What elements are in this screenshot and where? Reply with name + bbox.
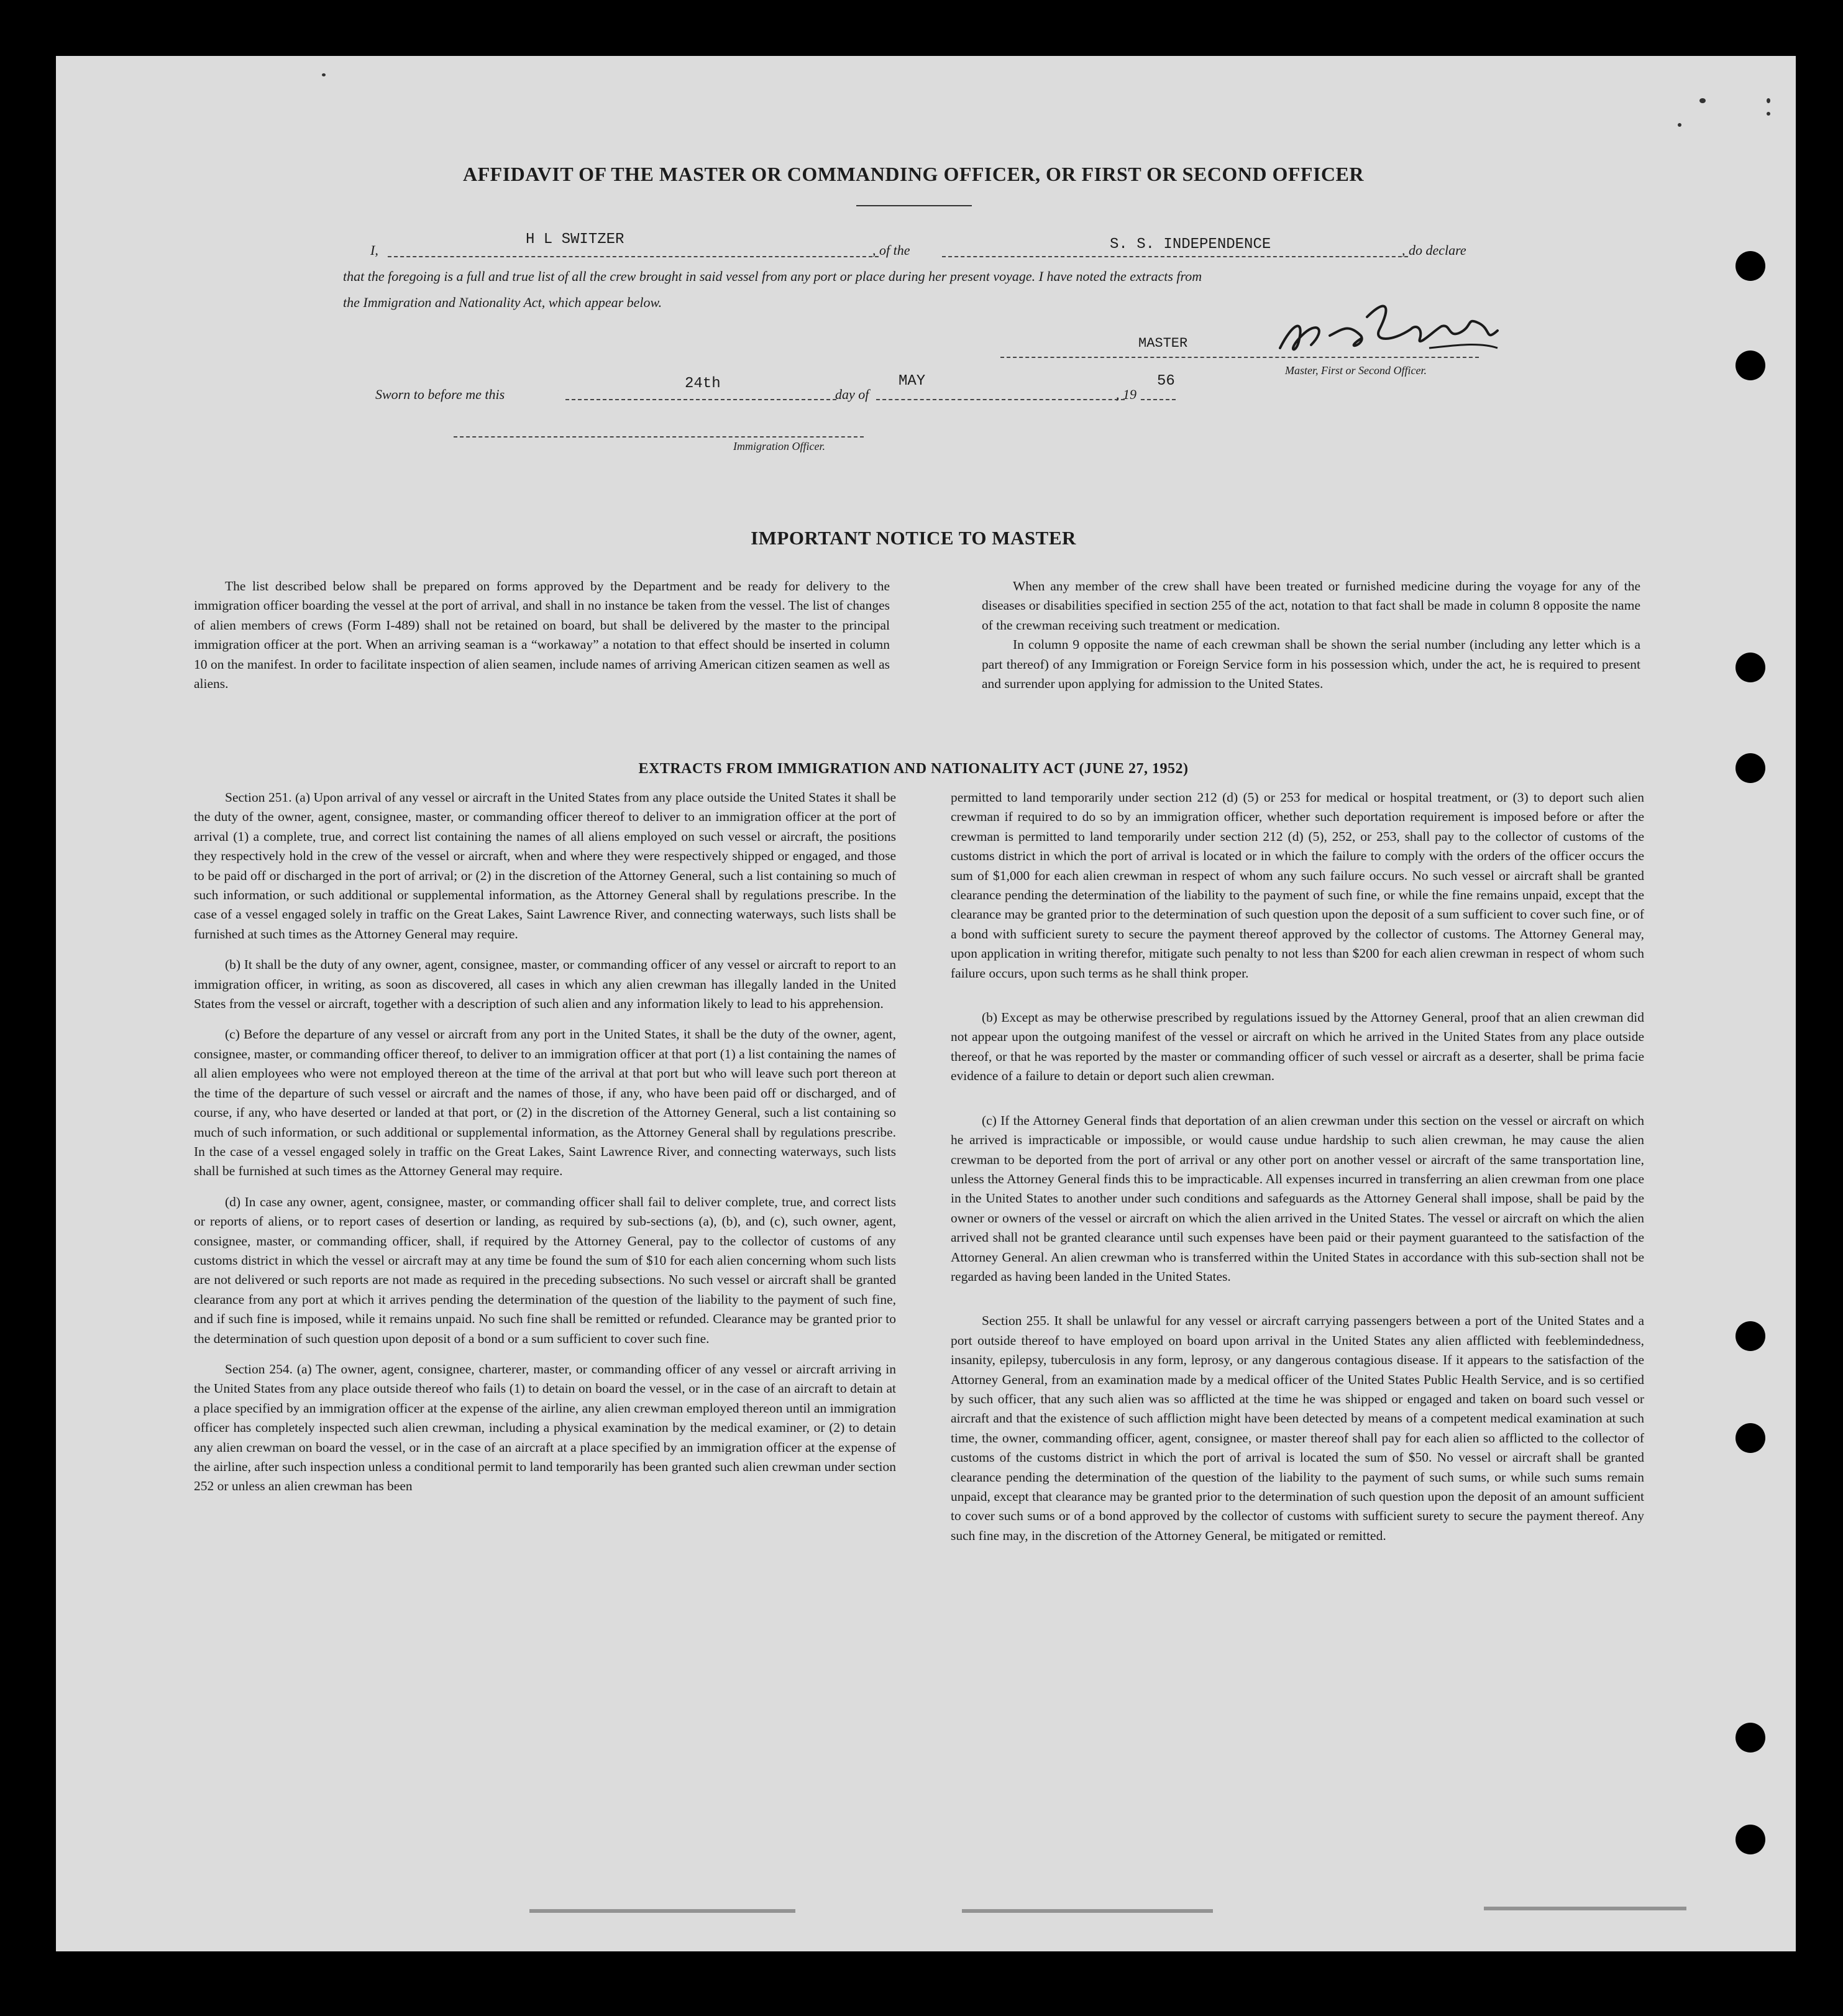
speck	[1767, 98, 1770, 103]
do-declare-label: , do declare	[1402, 242, 1466, 258]
speck	[322, 73, 326, 76]
section-251-d: (d) In case any owner, agent, consignee, master, or commanding officer shall fail to deliver complete, true, and correct lists or reports of aliens, or to report cases of desertion or landing, as required by sub-sections (a), (b), and (c), such owner, agent, consignee, master, or commanding officer, shall, if required by the Attorney General, pay to the collector of customs of any customs district in which the vessel or aircraft may at any time be found the sum of $10 for each alien concerning whom such lists are not delivered or such reports are not made as required in the preceding subsections. No such vessel or aircraft shall be granted clearance from any port at which it arrives pending the determination of the question of the liability to the payment of such fine, and if such fine is imposed, while it remains unpaid. No such fine shall be remitted or refunded. Clearance may be granted prior to the determination of such question upon deposit of a bond or a sum sufficient to cover such fine.	[194, 1194, 896, 1346]
bottom-smudge	[529, 1909, 795, 1913]
vessel-line	[942, 256, 1408, 257]
extracts-title: EXTRACTS FROM IMMIGRATION AND NATIONALITY ACT (JUNE 27, 1952)	[638, 761, 1189, 777]
sworn-day: 24th	[685, 375, 721, 392]
section-251-a: Section 251. (a) Upon arrival of any vessel or aircraft in the United States from any place outside the United States it shall be the duty of the owner, agent, consignee, master, or commanding officer thereof to deliver to an immigration officer at the port of arrival (1) a complete, true, and correct list containing the names of all aliens employed on such vessel or aircraft, the positions they respectively hold in the crew of the vessel or aircraft, when and where they were respectively shipped or engaged, and those to be paid off or discharged in the port of arrival; or (2) in the discretion of the Attorney General, such a list containing so much of such information, or such additional or supplemental information, as the Attorney General shall by regulations prescribe. In the case of a vessel engaged solely in traffic on the Great Lakes, Saint Lawrence River, and connecting waterways, such lists shall be furnished at such times as the Attorney General may require.	[194, 790, 896, 942]
day-of-label: day of	[835, 387, 869, 402]
punch-hole	[1736, 351, 1765, 380]
section-251-c: (c) Before the departure of any vessel or aircraft from any port in the United States, it shall be the duty of the owner, agent, consignee, master, or commanding officer thereof, to deliver to an immigration officer at that port (1) a list containing the names of all alien employees who were not employed thereon at the time of the arrival at that port but who will leave such port thereon at the time of the departure of such vessel or aircraft and the names of those, if any, who have been paid off or discharged, and of course, if any, who have deserted or landed at that port, or (2) in the discretion of the Attorney General, such a list containing so much of such information, or such additional or supplemental information, as the Attorney General shall by regulations prescribe. In the case of a vessel engaged solely in traffic on the Great Lakes, Saint Lawrence River, and connecting waterways, such lists shall be furnished at such times as the Attorney General may require.	[194, 1027, 896, 1179]
section-255: Section 255. It shall be unlawful for any vessel or aircraft carrying passengers between a port of the United States and a port outside thereof to have employed on board upon arrival in the United States any alien afflicted with feeblemindedness, insanity, epilepsy, tuberculosis in any form, leprosy, or any dangerous contagious disease. If it appears to the satisfaction of the Attorney General, from an examination made by a medical officer of the United States Public Health Service, and is so certified by such officer, that any such alien was so afflicted at the time he was shipped or engaged and taken on board such vessel or aircraft and that the existence of such affliction might have been detected by means of a competent medical examination at such time, the owner, commanding officer, agent, consignee, or master thereof shall pay for each alien so afflicted to the collector of customs of the customs district in which the port of arrival is located the sum of $50. No vessel or aircraft shall be granted clearance pending the determination of the question of the liability to the payment of such sums, or while such sums remain unpaid, except that clearance may be granted prior to the determination of such question upon the deposit of an amount sufficient to cover such sums or of a bond approved by the collector of customs with sufficient surety to secure the payment thereof. Any such fine may, in the discretion of the Attorney General, be mitigated or remitted.	[951, 1313, 1644, 1543]
punch-hole	[1736, 1321, 1765, 1351]
year-line	[1141, 399, 1176, 400]
extracts-right-column	[951, 788, 1644, 1546]
notice-right-text-2: In column 9 opposite the name of each crewman shall be shown the serial number (including any letter which is a part thereof) of any Immigration or Foreign Service form in his possession which, under the act, he is required to present and surrender upon applying for admission to the United States.	[982, 637, 1640, 692]
sworn-month: MAY	[899, 373, 926, 390]
section-251-b: (b) It shall be the duty of any owner, agent, consignee, master, or commanding officer of any vessel or aircraft to report to an immigration officer, in writing, as soon as discovered, all cases in which any alien crewman has illegally landed in the United States from the vessel or aircraft, together with a description of such alien and any information likely to lead to his apprehension.	[194, 957, 896, 1012]
day-line	[565, 399, 836, 400]
section-254-c: (c) If the Attorney General finds that deportation of an alien crewman under this section on the vessel or aircraft on which he arrived is impracticable or impossible, or would cause undue hardship to such alien crewman, he may cause the alien crewman to be deported from the port of arrival or any other port on another vessel or aircraft of the same transportation line, unless the Attorney General finds this to be impracticable. All expenses incurred in transferring an alien crewman from one place in the United States to another under such conditions and safeguards as the Attorney General shall impose, shall be paid by the owner or owners of the vessel or aircraft on which the alien arrived in the United States. The vessel or aircraft on which the alien arrived shall not be granted clearance until such expenses have been paid or their payment guaranteed to the satisfaction of the Attorney General. An alien crewman who is transferred within the United States in accordance with this sub-section shall not be regarded as having been landed in the United States.	[951, 1112, 1644, 1284]
notice-left-column	[194, 577, 890, 694]
speck	[1767, 112, 1770, 116]
section-254-a: Section 254. (a) The owner, agent, consignee, charterer, master, or commanding officer of any vessel or aircraft arriving in the United States from any place outside thereof who fails (1) to detain on board the vessel, or in the case of an aircraft to detain at a place specified by an immigration officer at the expense of the airline, any alien crewman employed thereon until an immigration officer has completely inspected such alien crewman, including a physical examination by the medical examiner, or (2) to detain any alien crewman on board the vessel, or in the case of an aircraft at a place specified by an immigration officer at the expense of the airline, after such inspection unless a conditional permit to land temporarily has been granted such alien crewman under section 252 or unless an alien crewman has been	[194, 1361, 896, 1494]
speck	[1699, 98, 1706, 103]
month-line	[876, 399, 1125, 400]
notice-left-text: The list described below shall be prepared on forms approved by the Department and be ready for delivery to the immigration officer boarding the vessel at the port of arrival, and shall in no instance be taken from the vessel. The list of changes of alien members of crews (Form I-489) shall not be retained on board, but shall be delivered by the master to the principal immigration officer at the port. When an arriving seaman is a “workaway” a notation to that effect should be inserted in column 10 on the manifest. In order to facilitate inspection of alien seamen, include names of arriving American citizen seamen as well as aliens.	[194, 579, 890, 692]
affidavit-title: AFFIDAVIT OF THE MASTER OR COMMANDING OFFICER, OR FIRST OR SECOND OFFICER	[463, 163, 1364, 185]
punch-hole	[1736, 1723, 1765, 1753]
bottom-smudge	[1484, 1907, 1686, 1910]
bottom-smudge	[962, 1909, 1213, 1913]
notice-right-text-1: When any member of the crew shall have been treated or furnished medicine during the voyage for any of the diseases or disabilities specified in section 255 of the act, notation to that fact shall be made in column 8 opposite the name of the crewman receiving such treatment or medication.	[982, 579, 1640, 633]
vessel-name: S. S. INDEPENDENCE	[1110, 236, 1271, 253]
year-suffix: 56	[1157, 373, 1175, 390]
speck	[1678, 123, 1681, 127]
affidavit-body-line1: that the foregoing is a full and true list of all the crew brought in said vessel from any port or place during her present voyage. I have noted the extracts from	[343, 268, 1202, 284]
officer-line	[454, 436, 864, 438]
affidavit-i: I,	[370, 242, 378, 258]
title-rule	[856, 205, 972, 206]
affidavit-body-line2: the Immigration and Nationality Act, which appear below.	[343, 295, 662, 310]
punch-hole	[1736, 653, 1765, 682]
sworn-prefix: Sworn to before me this	[375, 387, 505, 402]
section-254-b: (b) Except as may be otherwise prescribed by regulations issued by the Attorney General, proof that an alien crewman did not appear upon the outgoing manifest of the vessel or aircraft on which he arrived in the United States from any place outside thereof, or that he was reported by the master or commanding officer of such vessel or aircraft as a deserter, shall be prima facie evidence of a failure to detain or deport such alien crewman.	[951, 1010, 1644, 1084]
punch-hole	[1736, 1825, 1765, 1854]
notice-right-column	[982, 577, 1640, 694]
of-the-label: , of the	[872, 242, 910, 258]
punch-hole	[1736, 1423, 1765, 1453]
rank-caption: Master, First or Second Officer.	[1285, 364, 1427, 377]
rank: MASTER	[1138, 336, 1188, 351]
year-prefix: , 19	[1116, 387, 1136, 402]
punch-hole	[1736, 251, 1765, 281]
notice-title: IMPORTANT NOTICE TO MASTER	[751, 527, 1076, 549]
master-signature	[1268, 292, 1510, 373]
officer-caption: Immigration Officer.	[733, 440, 825, 452]
section-254-a-continued: permitted to land temporarily under section 212 (d) (5) or 253 for medical or hospital treatment, or (3) to deport such alien crewman if required to do so by an immigration officer, whether such deportation requirement is imposed before or after the crewman is permitted to land temporarily under section 212 (d) (5), 252, or 253, shall pay to the collector of customs of the customs district in which the port of arrival is located or in which the failure to comply with the orders of the officer occurs the sum of $1,000 for each alien crewman in respect of whom any such failure occurs. No such vessel or aircraft shall be granted clearance pending the determination of the liability to the payment of such fine, or while the fine remains unpaid, except that the clearance may be granted prior to the determination of such question upon the deposit of a sum sufficient to cover such fine, or of a bond with sufficient surety to secure the payment thereof approved by the collector of customs. The Attorney General may, upon application in writing therefor, mitigate such penalty to not less than $200 for each alien crewman in respect of whom such failure occurs, upon such terms as he shall think proper.	[951, 790, 1644, 981]
master-name: H L SWITZER	[526, 231, 624, 248]
extracts-left-column	[194, 788, 896, 1496]
name-line	[388, 256, 879, 257]
